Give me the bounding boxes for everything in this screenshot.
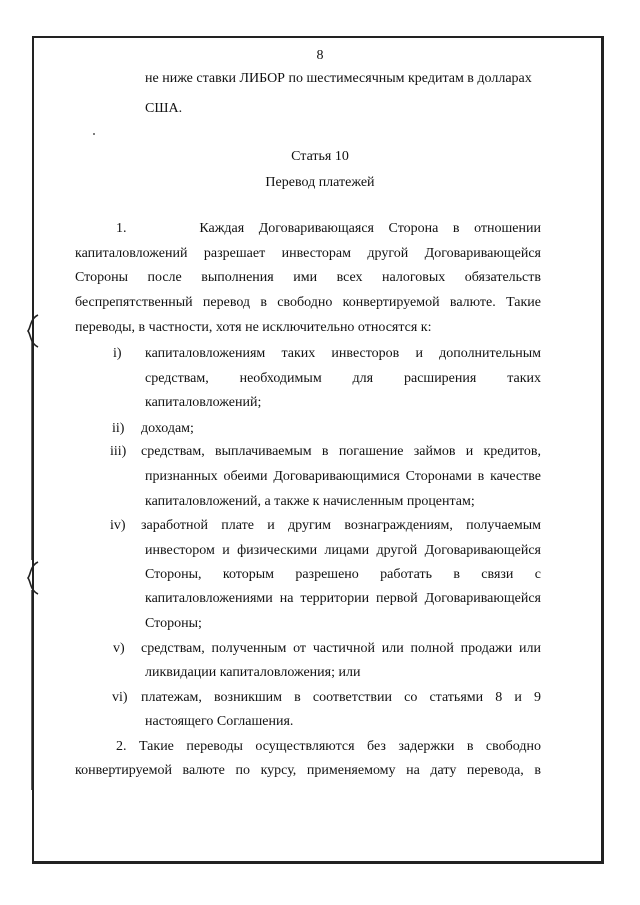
binding-line-bottom [27, 590, 39, 790]
list-item-line: инвестором и физическими лицами другой Договаривающейся [145, 543, 541, 558]
binding-line-top [27, 340, 39, 560]
list-item-line: средствам, полученным от частичной или полной продажи или [141, 641, 541, 656]
intro-line-1: не ниже ставки ЛИБОР по шестимесячным кредитам в долларах [145, 71, 532, 86]
scan-speck [93, 133, 95, 135]
list-item-line: Стороны, которым разрешено работать в связи с [145, 567, 541, 582]
list-item-line: средствам, выплачиваемым в погашение займов и кредитов, [141, 444, 541, 459]
list-item-line: платежам, возникшим в соответствии со статьями 8 и 9 [141, 690, 541, 705]
list-item-line: капиталовложениям таких инвесторов и дополнительным [145, 346, 541, 361]
list-item-line: средствам, необходимым для расширения таких [145, 371, 541, 386]
list-marker: i) [113, 346, 122, 361]
page-number: 8 [316, 48, 324, 63]
list-marker: iv) [110, 518, 126, 533]
list-item-line: признанных обеими Договаривающимися Сторонами в качестве [145, 469, 541, 484]
list-item-line: заработной плате и другим вознаграждениям, получаемым [141, 518, 541, 533]
list-marker: vi) [112, 690, 128, 705]
para2-line-1: 2. Такие переводы осуществляются без задержки в свободно [116, 739, 541, 754]
intro-line-2: США. [145, 101, 183, 116]
list-item-line: доходам; [141, 421, 194, 436]
para1-line-5: переводы, в частности, хотя не исключительно относятся к: [75, 320, 432, 335]
list-item-line: капиталовложений, а также к начисленным процентам; [145, 494, 475, 509]
list-marker: v) [113, 641, 125, 656]
list-item-line: капиталовложениями на территории первой Договаривающейся [145, 591, 541, 606]
para1-line-1: 1. Каждая Договаривающаяся Сторона в отношении [116, 221, 541, 236]
list-item-line: настоящего Соглашения. [145, 714, 294, 729]
para1-line-3: Стороны после выполнения ими всех налоговых обязательств [75, 270, 541, 285]
list-item-line: ликвидации капиталовложения; или [145, 665, 361, 680]
para1-line-2: капиталовложений разрешает инвесторам другой Договаривающейся [75, 246, 541, 261]
list-item-line: капиталовложений; [145, 395, 262, 410]
list-marker: ii) [112, 421, 125, 436]
list-marker: iii) [110, 444, 127, 459]
para2-line-2: конвертируемой валюте по курсу, применяемому на дату перевода, в [75, 763, 541, 778]
article-number: Статья 10 [291, 149, 349, 164]
para1-line-4: беспрепятственный перевод в свободно конвертируемой валюте. Такие [75, 295, 541, 310]
list-item-line: Стороны; [145, 616, 202, 631]
article-title: Перевод платежей [265, 175, 375, 190]
